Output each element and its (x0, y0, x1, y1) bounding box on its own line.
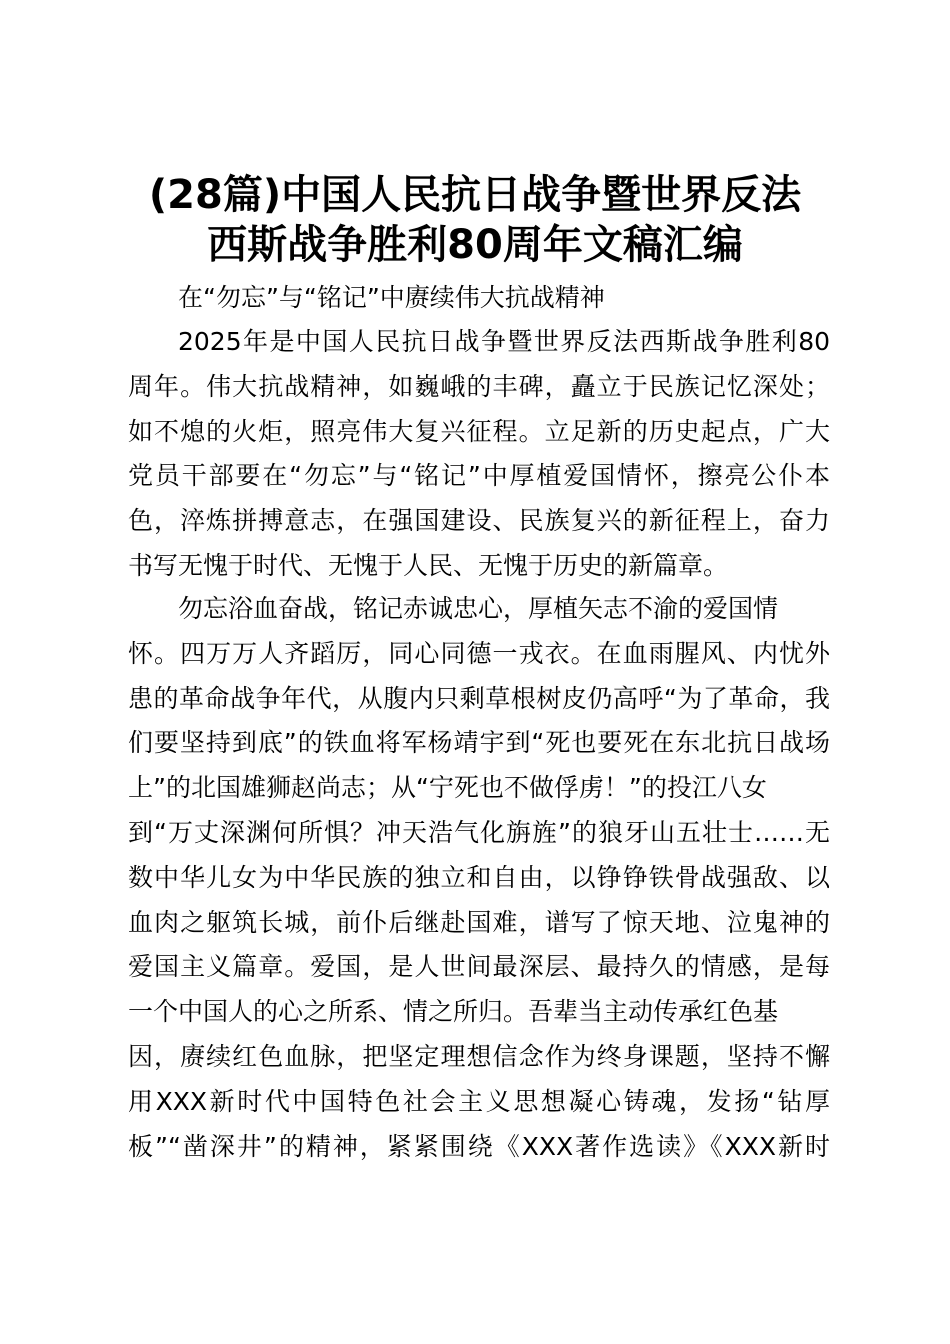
paragraph-2-line: 血肉之躯筑长城，前仆后继赴国难，谱写了惊天地、泣鬼神的 (128, 907, 830, 937)
paragraph-2-line: 到“万丈深渊何所惧？冲天浩气化旃旌”的狼牙山五壮士……无 (128, 818, 830, 847)
paragraph-2-line: 爱国主义篇章。爱国，是人世间最深层、最持久的情感，是每 (128, 952, 830, 982)
paragraph-2-line: 们要坚持到底”的铁血将军杨靖宇到“死也要死在东北抗日战场 (128, 728, 830, 758)
paragraph-1-line: 周年。伟大抗战精神，如巍峨的丰碑，矗立于民族记忆深处； (128, 371, 830, 401)
paragraph-2-line: 数中华儿女为中华民族的独立和自由，以铮铮铁骨战强敌、以 (128, 862, 830, 892)
paragraph-2-line: 勿忘浴血奋战，铭记赤诚忠心，厚植矢志不渝的爱国情 (178, 594, 779, 623)
paragraph-2-line: 用XXX新时代中国特色社会主义思想凝心铸魂，发扬“钻厚 (128, 1086, 830, 1116)
document-title-line-2: 西斯战争胜利80周年文稿汇编 (207, 222, 743, 268)
paragraph-2-line: 上”的北国雄狮赵尚志；从“宁死也不做俘虏！”的投江八女 (128, 773, 767, 803)
paragraph-2-line: 患的革命战争年代，从腹内只剩草根树皮仍高呼“为了革命，我 (128, 683, 830, 713)
paragraph-2-line: 板”“凿深井”的精神，紧紧围绕《XXX著作选读》《XXX新时 (128, 1131, 830, 1161)
paragraph-2-line: 怀。四万万人齐蹈厉，同心同德一戎衣。在血雨腥风、内忧外 (128, 638, 830, 668)
paragraph-1-line: 色，淬炼拼搏意志，在强国建设、民族复兴的新征程上，奋力 (128, 506, 830, 536)
paragraph-2-line: 因，赓续红色血脉，把坚定理想信念作为终身课题，坚持不懈 (128, 1042, 830, 1071)
document-title-line-1: (28篇)中国人民抗日战争暨世界反法 (148, 172, 802, 218)
paragraph-1-line: 2025年是中国人民抗日战争暨世界反法西斯战争胜利80 (178, 327, 830, 356)
paragraph-2-line: 一个中国人的心之所系、情之所归。吾辈当主动传承红色基 (128, 997, 779, 1027)
paragraph-1-line: 书写无愧于时代、无愧于人民、无愧于历史的新篇章。 (128, 551, 729, 580)
paragraph-1-line: 党员干部要在“勿忘”与“铭记”中厚植爱国情怀，擦亮公仆本 (128, 461, 830, 491)
paragraph-1-line: 如不熄的火炬，照亮伟大复兴征程。立足新的历史起点，广大 (128, 416, 830, 446)
document-subtitle: 在“勿忘”与“铭记”中赓续伟大抗战精神 (178, 283, 605, 312)
